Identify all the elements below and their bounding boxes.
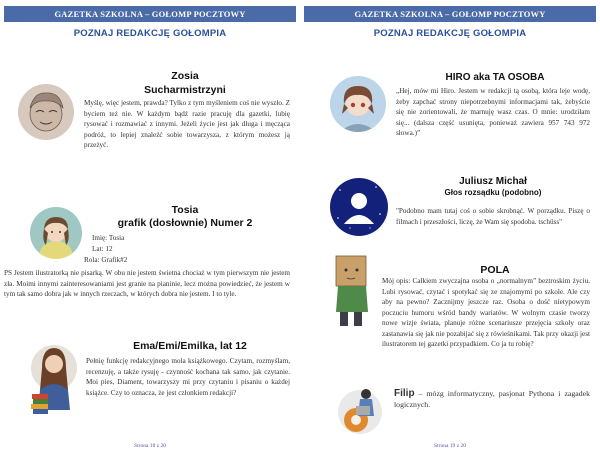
page-title: POZNAJ REDAKCJĘ GOŁOMPIA — [73, 28, 227, 39]
juliusz-subtitle: Głos rozsądku (podobno) — [444, 188, 542, 197]
tosia-subtitle: grafik (dosłownie) Numer 2 — [117, 217, 253, 229]
zosia-name: Zosia — [171, 70, 199, 82]
ema-name: Ema/Emi/Emilka, lat 12 — [133, 340, 247, 352]
page-footer: Strona 18 z 20 — [134, 443, 166, 449]
filip-text: – mózg informatyczny, pasjonat Pythona i zagadek logicznych. — [394, 389, 590, 409]
banner: GAZETKA SZKOLNA – GOŁOMP POCZTOWY — [304, 6, 596, 22]
filip-avatar — [334, 380, 386, 438]
juliusz-name: Juliusz Michał — [459, 176, 527, 187]
hiro-name: HIRO aka TA OSOBA — [445, 72, 545, 83]
juliusz-text: "Podobno mam tutaj coś o sobie skrobnąć. W porządku. Piszę o filmach i przeszłości, liczę, że Wam się spodoba. tschüss" — [396, 207, 590, 226]
banner: GAZETKA SZKOLNA – GOŁOMP POCZTOWY — [4, 6, 296, 22]
page-footer: Strona 19 z 20 — [434, 443, 466, 449]
tosia-name: Tosia — [171, 204, 199, 216]
tosia-info-role: Rola: Grafik#2 — [84, 256, 128, 264]
tosia-avatar — [30, 207, 82, 259]
ema-text: Pełnię funkcję redakcyjnego mola książkowego. Czytam, rozmyślam, recenzuję, a także rysuję - czynność kochana tak samo, jak czytanie. Moi pies, Diament, towarzyszy mi przy czytaniu i pisaniu o każdej książce. Czy to oznacza, że jest członkiem redakcji? — [86, 357, 290, 397]
right-page — [304, 0, 596, 463]
pola-text: Mój opis: Całkiem zwyczajna osoba o „normalnym” beztroskim życiu. Lubi rysować, czytać i spotykać się ze znajomymi po szkole. Ale czy aby na pewno? Zacznijmy jeszcze raz. Osoba o dość nietypowym poczuciu humoru wśród bandy wariatów. W wolnym czasie tworzy nowe wizje świata, planuje różne scenariusze przejęcia szkoły oraz zastanawia się jak nie pozabijać się z rówieśnikami. Tak przy okazji jest ilustratorem tej gazetki przypadkiem. Co ja tu robię? — [382, 277, 590, 348]
tosia-info-name: Imię: Tosia — [92, 234, 125, 242]
zosia-text: Myślę, więc jestem, prawda? Tylko z tym myśleniem coś nie wyszło. Z byciem też nie. W każdym bądź razie pracuję dla gazetki, lubię rysować i rozmawiać z innymi. Jeżeli życie jest jak długa i męcząca podróż, to lepiej znaleźć sobie towarzysza, z którym możesz ją przeżyć. — [84, 99, 290, 149]
tosia-text: PS Jestem ilustratorką nie pisarką. W obu nie jestem świetna chociaż w tym pierwszym nie jestem zła. Moimi innymi zainteresowaniami jest granie na pianinie, lecz można powiedzieć, że jestem w tym tak samo dobra jak w innych rzeczach, w których dobra nie jestem. I to tyle. — [4, 269, 290, 298]
page-title: POZNAJ REDAKCJĘ GOŁOMPIA — [373, 28, 527, 39]
tosia-info-age: Lat: 12 — [92, 245, 113, 253]
hiro-text: „Hej, mów mi Hiro. Jestem w redakcji tą osobą, która leje wodę, żeby zapchać strony niepotrzebnymi informacjami tak, żebyście się nie zorientowali, że marnuję wasz czas. O mnie: urodziłam się... (dalsza część usunięta, ponieważ zawiera 957 743 972 słowa.)” — [396, 87, 590, 137]
pola-name: POLA — [480, 264, 510, 276]
juliusz-avatar — [330, 178, 388, 236]
zosia-subtitle: Sucharmistrzyni — [144, 84, 226, 96]
filip-entry — [394, 388, 590, 410]
left-page — [4, 0, 296, 463]
filip-name: Filip — [394, 388, 415, 399]
